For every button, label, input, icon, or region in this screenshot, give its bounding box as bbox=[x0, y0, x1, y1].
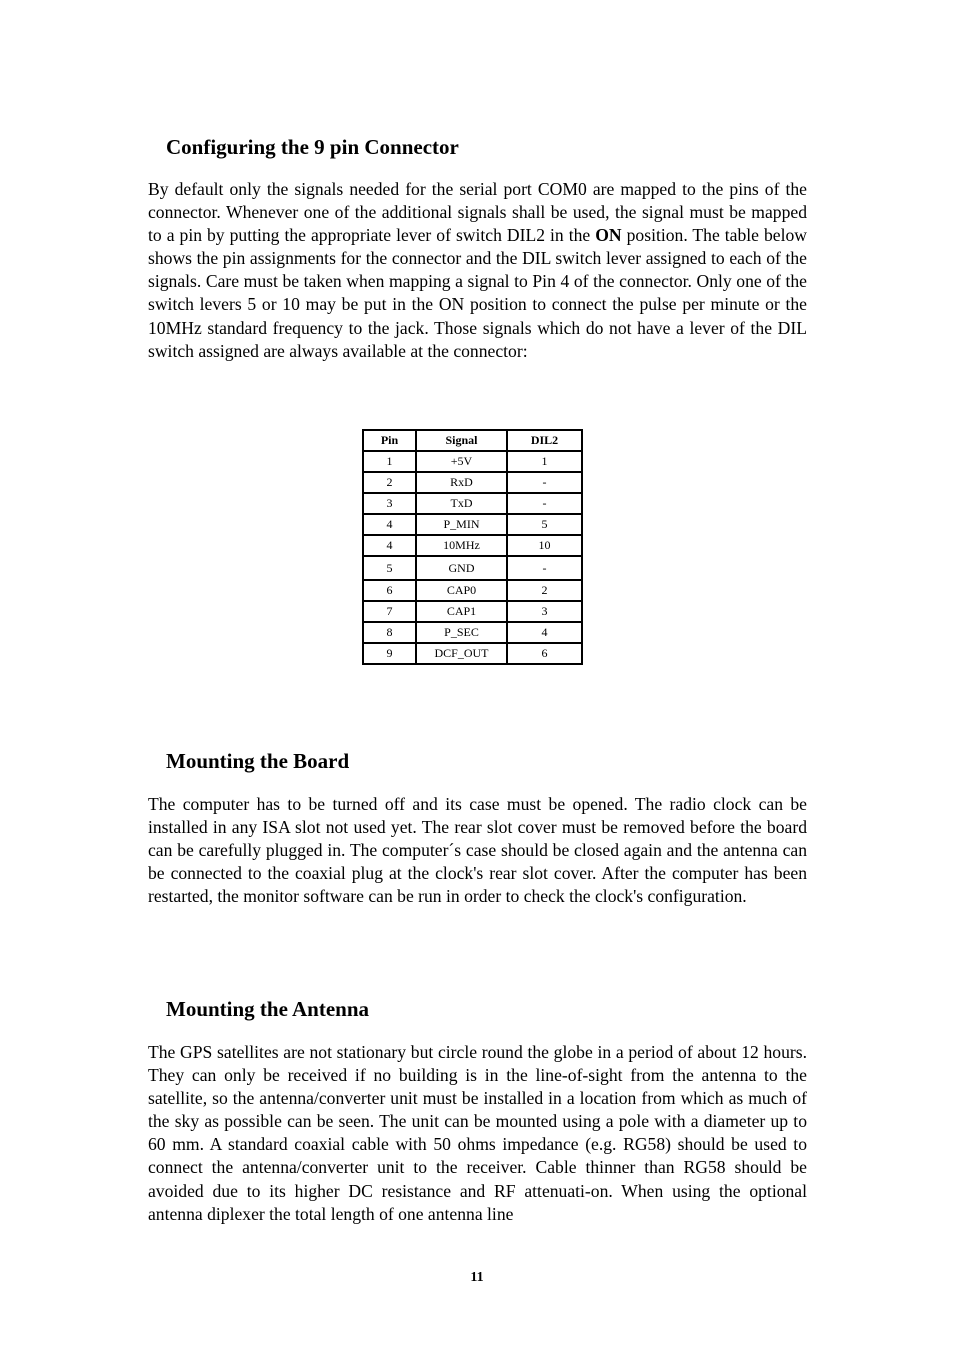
dil2-cell: - bbox=[507, 472, 582, 493]
table-row bbox=[363, 622, 582, 643]
pin-cell: 6 bbox=[363, 580, 416, 601]
connector-text-part2: position. The table below shows the pin assignments for the connector and the DIL switch lever assigned to each of the signals. Care must be taken when mapping a signal to Pin 4 of the connector. Only one of the switch levers 5 or 10 may be put in the ON position to connect the pulse per minute or the 10MHz standard frequency to the jack. Those signals which do not have a lever of the DIL switch assigned are always available at the connector: bbox=[148, 225, 807, 361]
signal-cell: RxD bbox=[416, 472, 507, 493]
pin-cell: 5 bbox=[363, 556, 416, 580]
pin-cell: 9 bbox=[363, 643, 416, 664]
page-number: 11 bbox=[470, 1270, 484, 1285]
signal-cell: CAP1 bbox=[416, 601, 507, 622]
dil2-cell: 5 bbox=[507, 514, 582, 535]
board-paragraph: The computer has to be turned off and its case must be opened. The radio clock can be installed in any ISA slot not used yet. The rear slot cover must be removed before the board can be carefully plugged in. The computer´s case should be closed again and the antenna can be connected to the coaxial plug at the clock's rear slot cover. After the computer has been restarted, the monitor software can be run in order to check the clock's configuration. bbox=[148, 794, 807, 907]
pin-assignment-table bbox=[362, 429, 583, 665]
pin-cell: 4 bbox=[363, 535, 416, 556]
dil2-cell: - bbox=[507, 556, 582, 580]
table-row bbox=[363, 472, 582, 493]
pin-cell: 1 bbox=[363, 451, 416, 472]
section-heading-board: Mounting the Board bbox=[166, 749, 350, 773]
dil2-cell: 10 bbox=[507, 535, 582, 556]
table-row bbox=[363, 643, 582, 664]
table-row bbox=[363, 601, 582, 622]
header-signal: Signal bbox=[416, 430, 507, 451]
dil2-cell: 4 bbox=[507, 622, 582, 643]
pin-cell: 7 bbox=[363, 601, 416, 622]
dil2-cell: - bbox=[507, 493, 582, 514]
pin-cell: 4 bbox=[363, 514, 416, 535]
signal-cell: GND bbox=[416, 556, 507, 580]
table-row bbox=[363, 451, 582, 472]
pin-cell: 2 bbox=[363, 472, 416, 493]
pin-cell: 3 bbox=[363, 493, 416, 514]
table-row bbox=[363, 514, 582, 535]
header-pin: Pin bbox=[363, 430, 416, 451]
connector-paragraph bbox=[148, 178, 807, 363]
pin-cell: 8 bbox=[363, 622, 416, 643]
table-row bbox=[363, 493, 582, 514]
table-row bbox=[363, 535, 582, 556]
dil2-cell: 1 bbox=[507, 451, 582, 472]
dil2-cell: 3 bbox=[507, 601, 582, 622]
table-row bbox=[363, 580, 582, 601]
header-dil2: DIL2 bbox=[507, 430, 582, 451]
signal-cell: P_SEC bbox=[416, 622, 507, 643]
connector-text-part1: By default only the signals needed for the serial port COM0 are mapped to the pins of the connector. Whenever one of the additional signals shall be used, the signal must be mapped to a pin by putting the appropriate lever of switch DIL2 in the bbox=[148, 179, 807, 246]
signal-cell: TxD bbox=[416, 493, 507, 514]
dil2-cell: 2 bbox=[507, 580, 582, 601]
dil2-cell: 6 bbox=[507, 643, 582, 664]
table-row bbox=[363, 556, 582, 580]
signal-cell: 10MHz bbox=[416, 535, 507, 556]
signal-cell: CAP0 bbox=[416, 580, 507, 601]
section-heading-connector: Configuring the 9 pin Connector bbox=[166, 135, 459, 159]
signal-cell: DCF_OUT bbox=[416, 643, 507, 664]
antenna-paragraph: The GPS satellites are not stationary but circle round the globe in a period of about 12 hours. They can only be received if no building is in the line-of-sight from the antenna to the satellite, so the antenna/converter unit must be installed in a location from which as much of the sky as possible can be seen. The unit can be mounted using a pole with a diameter up to 60 mm. A standard coaxial cable with 50 ohms impedance (e.g. RG58) should be used to connect the antenna/converter unit to the receiver. Cable thinner than RG58 should be avoided due to its higher DC resistance and RF attenuati-on. When using the optional antenna diplexer the total length of one antenna line bbox=[148, 1042, 807, 1224]
section-heading-antenna: Mounting the Antenna bbox=[166, 997, 370, 1021]
table-header-row bbox=[363, 430, 582, 451]
signal-cell: P_MIN bbox=[416, 514, 507, 535]
signal-cell: +5V bbox=[416, 451, 507, 472]
on-keyword: ON bbox=[595, 225, 622, 246]
